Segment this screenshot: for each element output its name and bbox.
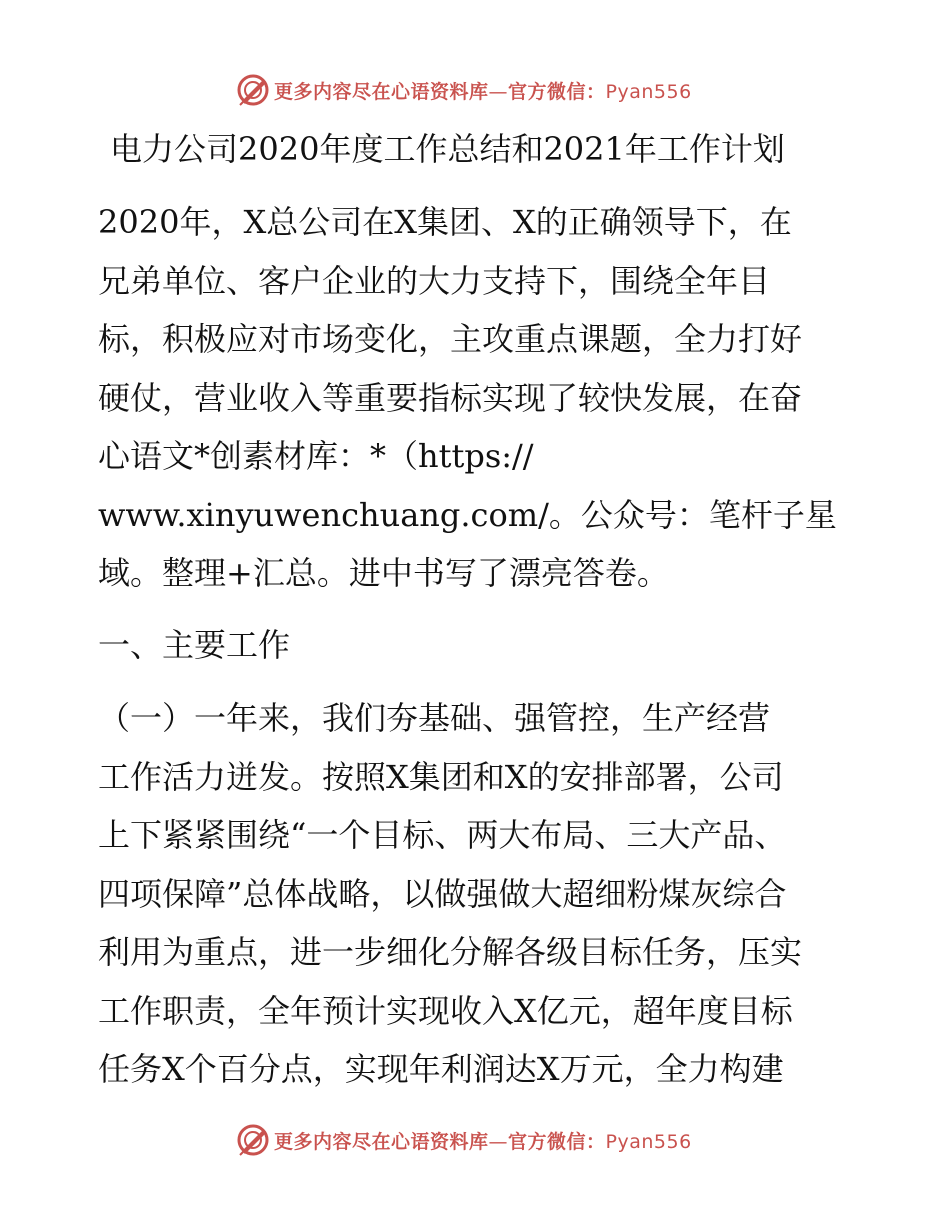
subsection-line: 上下紧紧围绕“一个目标、两大布局、三大产品、 xyxy=(98,816,787,854)
intro-line: 心语文*创素材库：*（https:// xyxy=(98,437,534,475)
document-title: 电力公司2020年度工作总结和2021年工作计划 xyxy=(110,130,785,168)
subsection-line: 任务X个百分点，实现年利润达X万元，全力构建 xyxy=(98,1050,784,1088)
footer-watermark xyxy=(236,1122,692,1158)
watermark-wechat-id: Pyan556 xyxy=(605,80,692,103)
subsection-line: 工作活力迸发。按照X集团和X的安排部署，公司 xyxy=(98,757,784,796)
intro-line: 兄弟单位、客户企业的大力支持下，围绕全年目 xyxy=(98,261,771,300)
watermark-wechat-id: Pyan556 xyxy=(605,1130,692,1153)
header-watermark xyxy=(236,72,692,108)
watermark-official-text: 官方微信： xyxy=(508,80,606,103)
subsection-line: 利用为重点，进一步细化分解各级目标任务，压实 xyxy=(98,933,803,971)
watermark-main-text: 更多内容尽在心语资料库 xyxy=(274,1130,489,1153)
pen-logo-icon xyxy=(236,1123,270,1157)
subsection-line: 四项保障”总体战略，以做强做大超细粉煤灰综合 xyxy=(98,874,787,913)
intro-line: 标，积极应对市场变化，主攻重点课题，全力打好 xyxy=(98,320,803,358)
subsection-line: 工作职责，全年预计实现收入X亿元，超年度目标 xyxy=(98,991,793,1030)
intro-line: www.xinyuwenchuang.com/。公众号：笔杆子星 xyxy=(98,495,837,534)
intro-paragraph xyxy=(98,193,858,603)
intro-line: 2020年，X总公司在X集团、X的正确领导下，在 xyxy=(98,203,792,241)
watermark-official-text: 官方微信： xyxy=(508,1130,606,1153)
intro-line: 硬仗，营业收入等重要指标实现了较快发展，在奋 xyxy=(98,378,803,417)
watermark-separator: — xyxy=(488,1130,509,1153)
section-heading xyxy=(98,616,858,675)
watermark-main-text: 更多内容尽在心语资料库 xyxy=(274,80,489,103)
subsection-paragraph xyxy=(98,689,858,1099)
pen-logo-icon xyxy=(236,73,270,107)
section-heading-text: 一、主要工作 xyxy=(98,626,291,664)
intro-line: 域。整理+汇总。进中书写了漂亮答卷。 xyxy=(98,554,669,592)
subsection-line: （一）一年来，我们夯基础、强管控，生产经营 xyxy=(98,699,771,737)
watermark-separator: — xyxy=(488,80,509,103)
